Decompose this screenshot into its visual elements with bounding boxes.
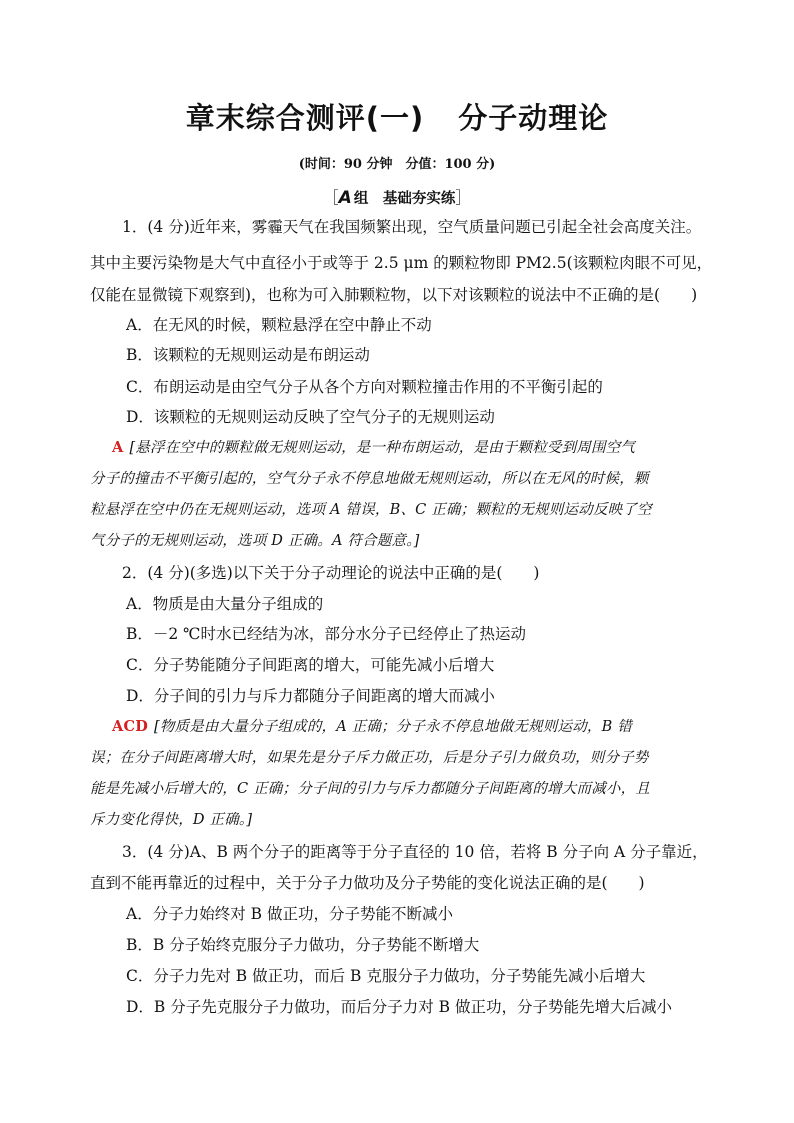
question-2-answer-line-2: 误；在分子间距离增大时，如果先是分子斥力做正功，后是分子引力做负功，则分子势 [90,750,649,766]
question-1-option-d: D．该颗粒的无规则运动反映了空气分子的无规则运动 [126,408,495,426]
question-2-option-c: C．分子势能随分子间距离的增大，可能先减小后增大 [126,656,495,674]
question-1-line-3: 仅能在显微镜下观察到)，也称为可入肺颗粒物，以下对该颗粒的说法中不正确的是( ) [90,286,698,304]
question-2-answer-line-3: 能是先减小后增大的，C 正确；分子间的引力与斥力都随分子间距离的增大而减小，且 [90,781,651,797]
question-1-line-2: 其中主要污染物是大气中直径小于或等于 2.5 μm 的颗粒物即 PM2.5(该颗粒肉眼不可见， [90,254,713,272]
question-2-answer-line-4: 斥力变化得快，D 正确。] [90,812,253,828]
question-3-option-b: B．B 分子始终克服分子力做功，分子势能不断增大 [126,936,480,954]
question-1-answer-line-4: 气分子的无规则运动，选项 D 正确。A 符合题意。] [90,533,420,549]
page-title [0,96,794,137]
question-3-line-1: 3．(4 分)A、B 两个分子的距离等于分子直径的 10 倍，若将 B 分子向 A 分子靠近， [122,843,708,861]
question-1-answer-line-2: 分子的撞击不平衡引起的，空气分子永不停息地做无规则运动，所以在无风的时候，颗 [90,471,649,487]
question-1-option-c: C．布朗运动是由空气分子从各个方向对颗粒撞击作用的不平衡引起的 [126,378,603,396]
group-label: 组 基础夯实练 [353,191,456,207]
bracket-right: ］ [455,188,472,207]
group-heading [0,185,794,208]
question-1-answer-key: A [112,439,124,456]
exam-meta: (时间：90 分钟 分值：100 分) [298,157,496,172]
question-2-option-b: B．－2 ℃时水已经结为冰，部分水分子已经停止了热运动 [126,625,527,643]
question-2-answer-text-1: [物质是由大量分子组成的，A 正确；分子永不停息地做无规则运动，B 错 [153,719,632,735]
title-main: 章末综合测评(一) [185,101,425,135]
question-3-option-c: C．分子力先对 B 做正功，而后 B 克服分子力做功，分子势能先减小后增大 [126,967,646,985]
question-3-option-a: A．分子力始终对 B 做正功，分子势能不断减小 [126,905,453,923]
question-1-line-1: 1．(4 分)近年来，雾霾天气在我国频繁出现，空气质量问题已引起全社会高度关注。 [122,218,702,236]
question-2-answer-key: ACD [112,718,148,735]
group-badge: A [338,188,352,208]
question-2-answer-line-1 [90,717,710,737]
question-1-option-a: A．在无风的时候，颗粒悬浮在空中静止不动 [126,316,432,334]
question-2-line-1: 2．(4 分)(多选)以下关于分子动理论的说法中正确的是( ) [122,564,540,582]
question-2-option-a: A．物质是由大量分子组成的 [126,595,324,613]
question-1-answer-line-1 [90,438,710,458]
question-1-answer-line-3: 粒悬浮在空中仍在无规则运动，选项 A 错误，B、C 正确；颗粒的无规则运动反映了空 [90,502,652,518]
title-sub: 分子动理论 [458,101,609,135]
question-1-option-b: B．该颗粒的无规则运动是布朗运动 [126,346,370,364]
question-1-answer-text-1: [悬浮在空中的颗粒做无规则运动，是一种布朗运动，是由于颗粒受到周围空气 [129,440,636,456]
bracket-left: ［ [322,188,339,207]
question-3-option-d: D．B 分子先克服分子力做功，而后分子力对 B 做正功，分子势能先增大后减小 [126,998,672,1016]
question-2-option-d: D．分子间的引力与斥力都随分子间距离的增大而减小 [126,687,495,705]
question-3-line-2: 直到不能再靠近的过程中，关于分子力做功及分子势能的变化说法正确的是( ) [90,874,645,892]
